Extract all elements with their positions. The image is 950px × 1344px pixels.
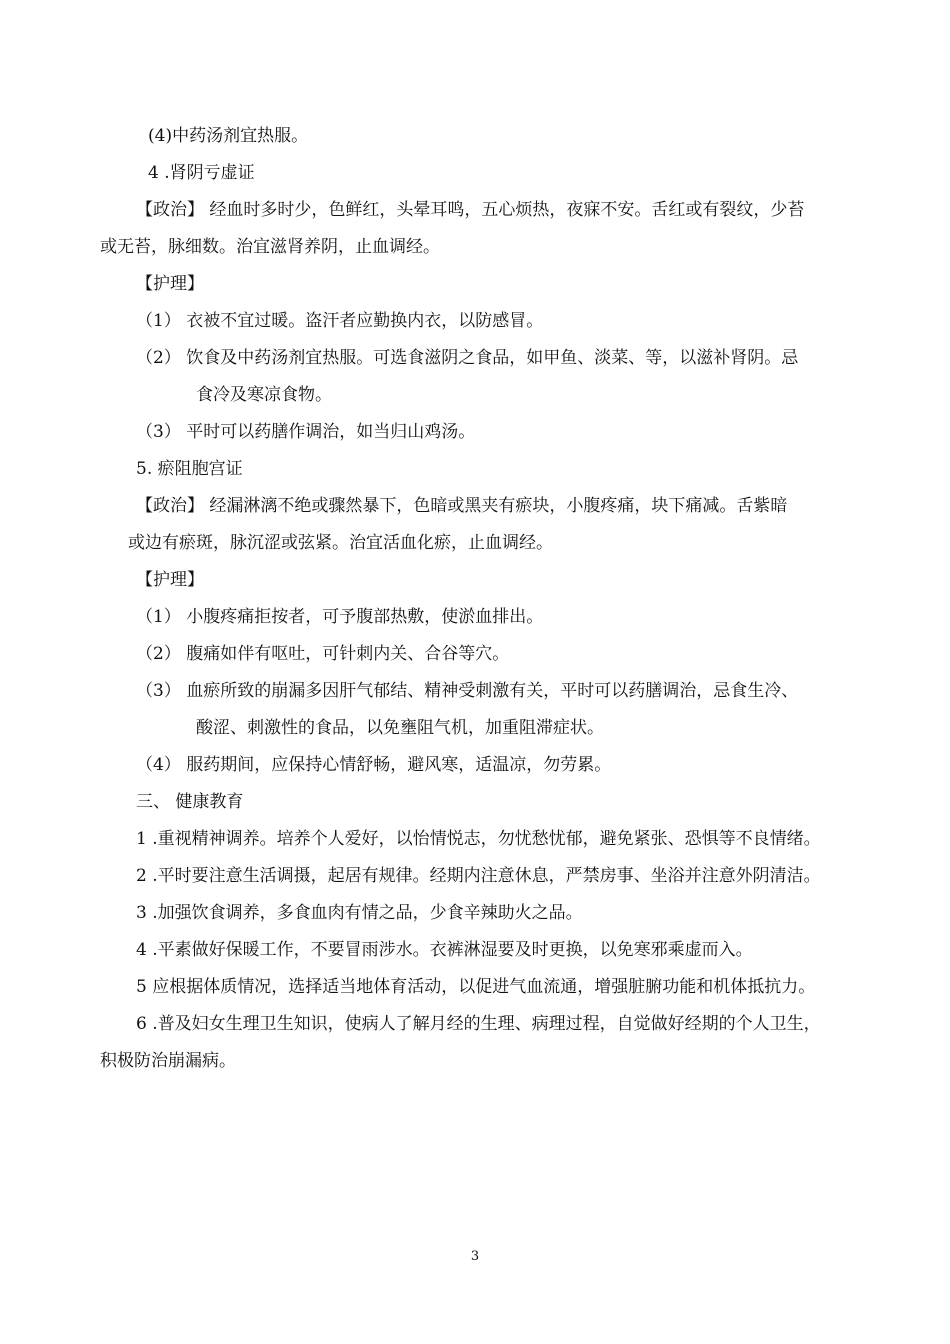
section-heading: 三、 健康教育: [136, 792, 244, 812]
list-item: （4） 服药期间，应保持心情舒畅，避风寒，适温凉，勿劳累。: [136, 755, 612, 775]
list-item: （3） 平时可以药膳作调治，如当归山鸡汤。: [136, 422, 476, 442]
list-item: 1 .重视精神调养。培养个人爱好，以怡情悦志，勿忧愁忧郁，避免紧张、恐惧等不良情绪。: [136, 829, 821, 849]
list-item: 6 .普及妇女生理卫生知识，使病人了解月经的生理、病理过程，自觉做好经期的个人卫生，: [136, 1014, 821, 1034]
paragraph-line: 或边有瘀斑，脉沉涩或弦紧。治宜活血化瘀，止血调经。: [128, 533, 553, 553]
page-number: 3: [470, 1249, 480, 1264]
section-heading: 5. 瘀阻胞宫证: [136, 459, 243, 479]
list-item-continuation: 积极防治崩漏病。: [100, 1051, 236, 1071]
list-item: 3 .加强饮食调养，多食血肉有情之品，少食辛辣助火之品。: [136, 903, 583, 923]
text-line: (4)中药汤剂宜热服。: [148, 126, 309, 146]
list-item: （1） 衣被不宜过暖。盗汗者应勤换内衣，以防感冒。: [136, 311, 544, 331]
list-item: （2） 饮食及中药汤剂宜热服。可选食滋阴之食品，如甲鱼、淡菜、等，以滋补肾阴。忌: [136, 348, 799, 368]
list-item-continuation: 食冷及寒凉食物。: [196, 385, 332, 405]
subsection-label: 【护理】: [136, 274, 204, 294]
list-item: （2） 腹痛如伴有呕吐，可针刺内关、合谷等穴。: [136, 644, 510, 664]
list-item: 2 .平时要注意生活调摄，起居有规律。经期内注意休息，严禁房事、坐浴并注意外阴清洁。: [136, 866, 821, 886]
paragraph-line: 或无苔，脉细数。治宜滋肾养阴，止血调经。: [100, 237, 440, 257]
list-item: 5 应根据体质情况，选择适当地体育活动，以促进气血流通，增强脏腑功能和机体抵抗力。: [136, 977, 816, 997]
section-heading: 4 .肾阴亏虚证: [148, 163, 255, 183]
paragraph-line: 【政治】 经漏淋漓不绝或骤然暴下，色暗或黑夹有瘀块，小腹疼痛，块下痛减。舌紫暗: [136, 496, 788, 516]
list-item: （3） 血瘀所致的崩漏多因肝气郁结、精神受刺激有关，平时可以药膳调治，忌食生冷、: [136, 681, 799, 701]
paragraph-line: 【政治】 经血时多时少，色鲜红，头晕耳鸣，五心烦热，夜寐不安。舌红或有裂纹，少苔: [136, 200, 805, 220]
list-item: （1） 小腹疼痛拒按者，可予腹部热敷，使淤血排出。: [136, 607, 544, 627]
list-item-continuation: 酸涩、刺激性的食品，以免壅阻气机，加重阻滞症状。: [196, 718, 604, 738]
list-item: 4 .平素做好保暖工作，不要冒雨涉水。衣裤淋湿要及时更换，以免寒邪乘虚而入。: [136, 940, 753, 960]
subsection-label: 【护理】: [136, 570, 204, 590]
